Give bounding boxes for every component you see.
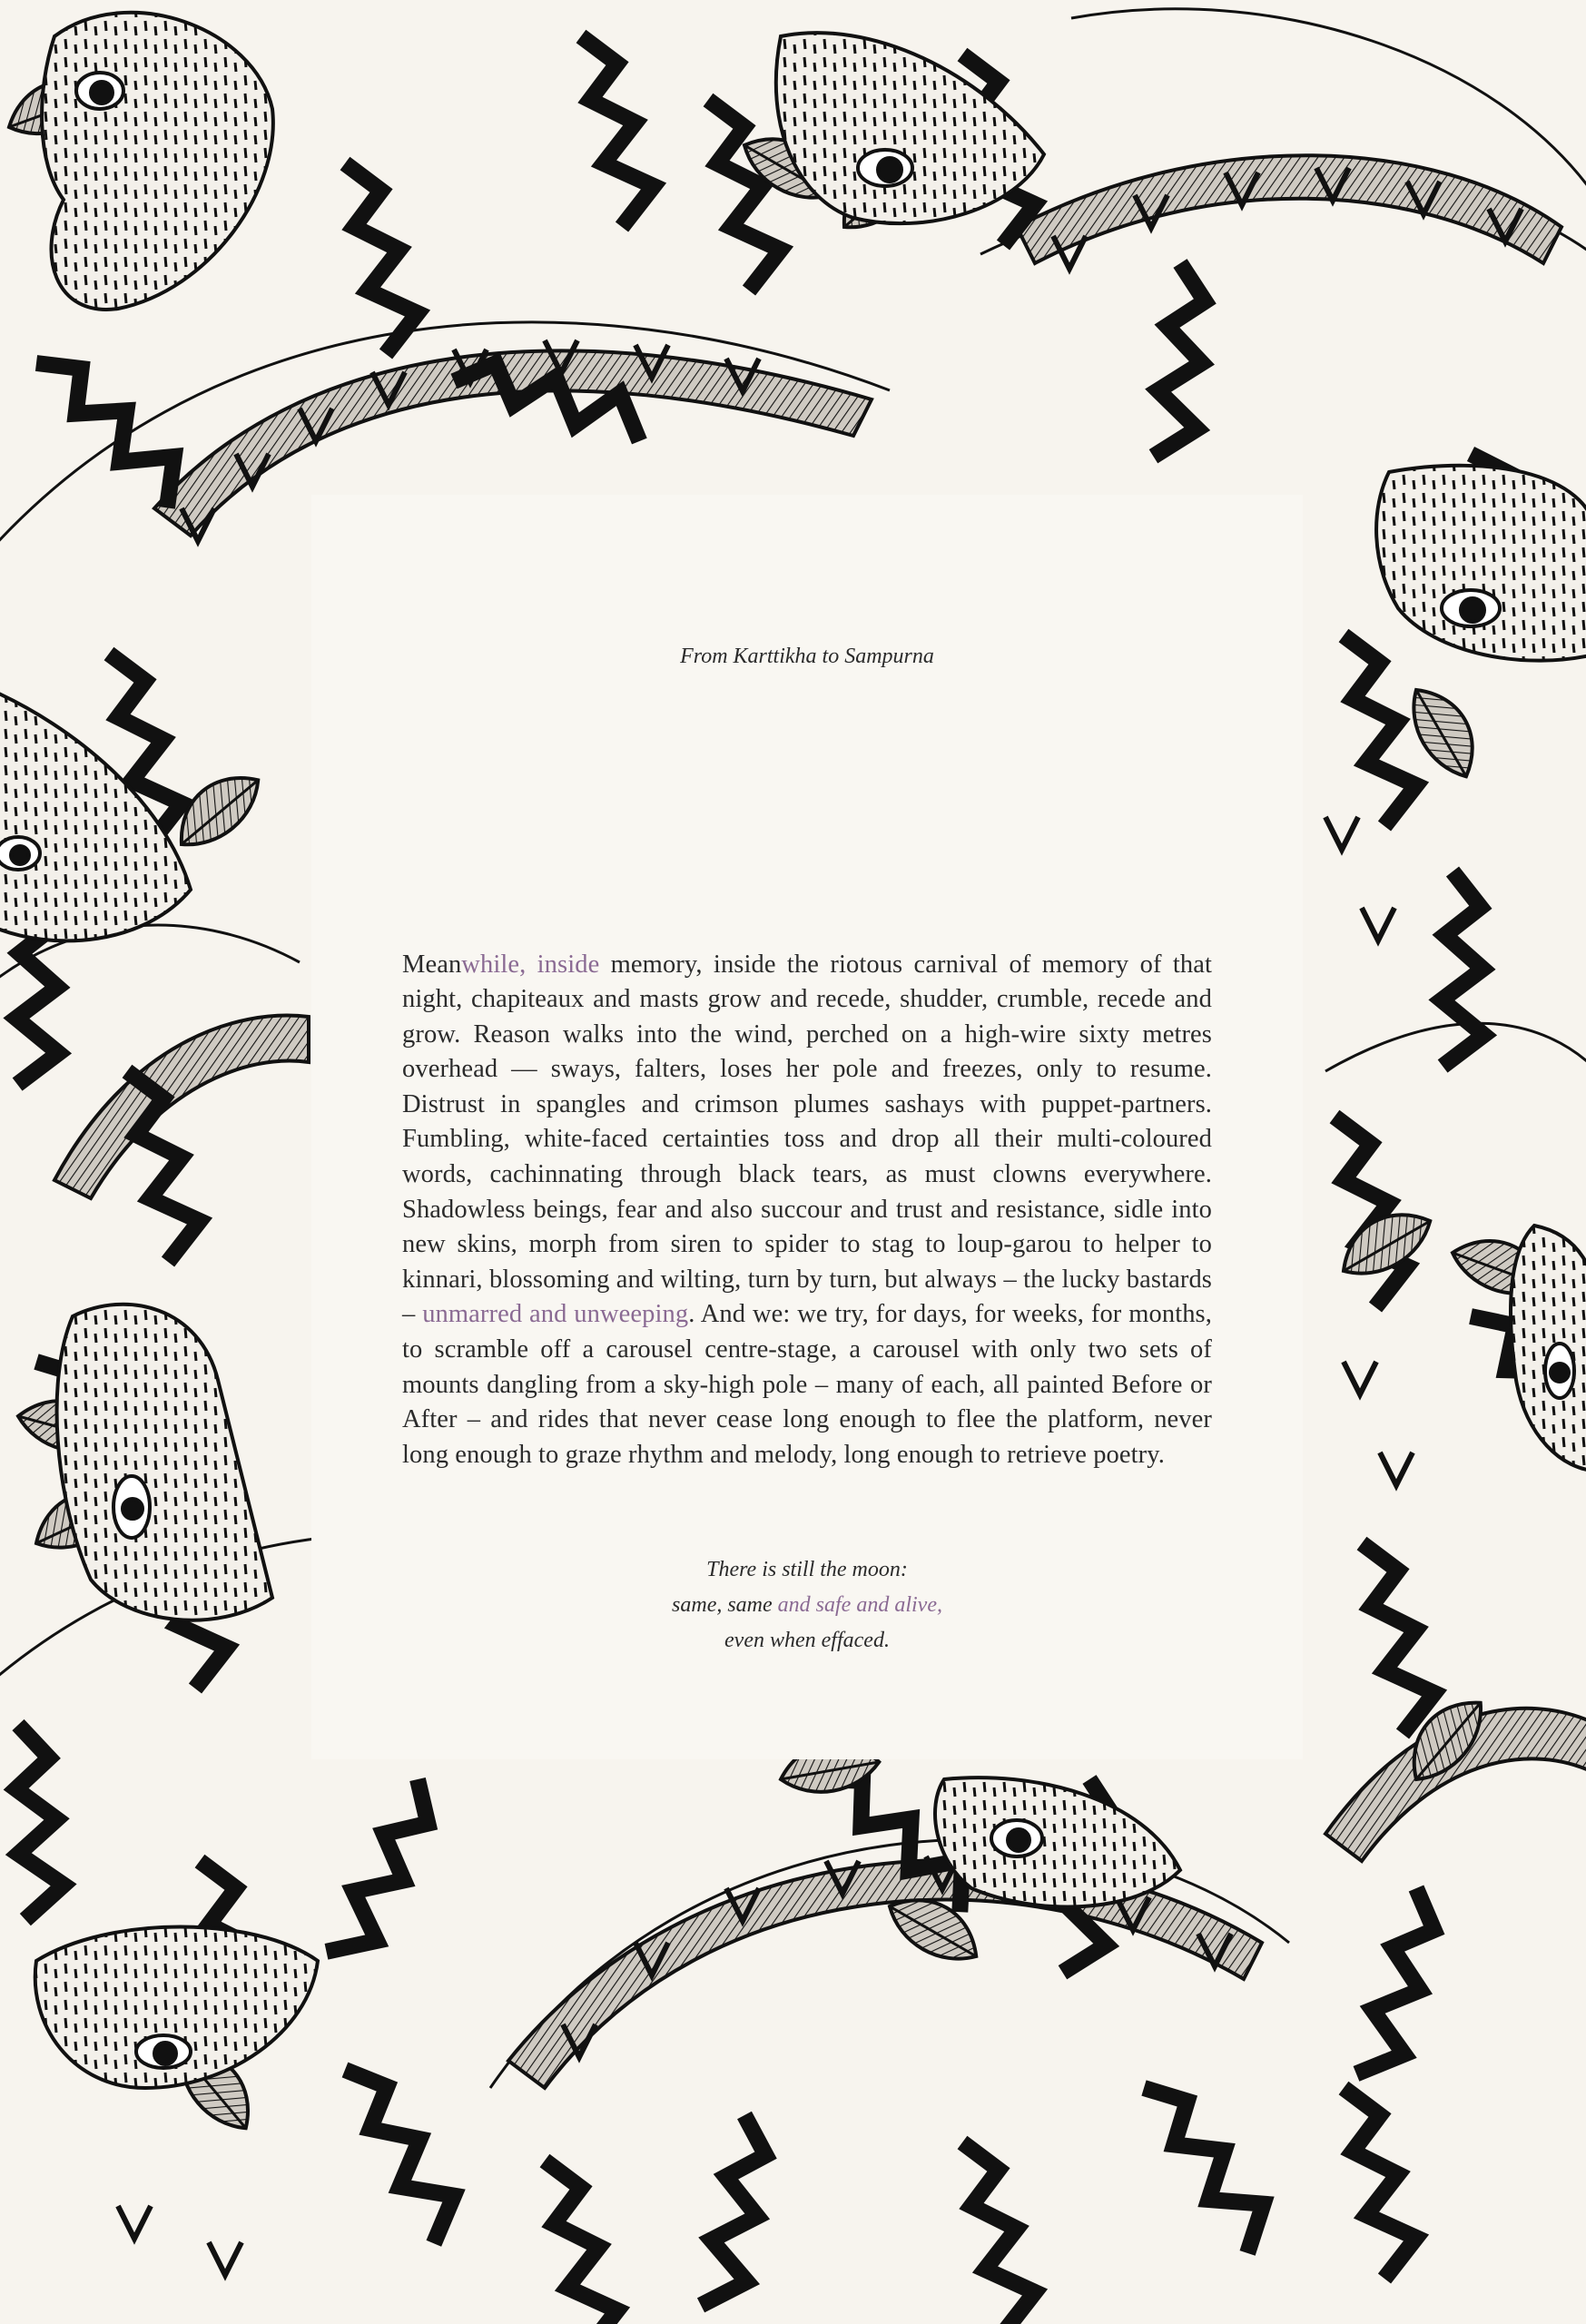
passage-text: memory, inside the riotous carnival of memory of that night, chapiteaux and masts grow and recede, shudder, crumble, recede and grow. Reason walks into the wind, perched on a high-wire sixty metres overhead — sways, falters, loses her pole and freezes, only to resume. Distrust in spangles and crimson plumes sashays with puppet-partners. Fumbling, white-faced certainties toss and drop all their multi-coloured words, cachinnating through black tears, as must clowns everywhere. Shadowless beings, fear and also succour and trust and resistance, sidle into new skins, morph from siren to spider to stag to loup-garou to helper to kinnari, blossoming and wilting, turn by turn, but always – the lucky bastards – bbox=[402, 950, 1212, 1329]
passage-highlight: while, inside bbox=[461, 950, 600, 979]
passage-text: . And we: we try, for days, for weeks, for months, to scramble off a carousel centre-stage, a carousel with only two sets of mounts dangling from a sky-high pole – many of each, all painted Before or After – and rides that never cease long enough to flee the platform, never long enough to graze rhythm and melody, long enough to retrieve poetry. bbox=[402, 1300, 1212, 1469]
text-panel bbox=[311, 495, 1303, 1759]
prose-passage bbox=[402, 948, 1212, 1473]
passage-text: Mean bbox=[402, 950, 462, 979]
verse-highlight: and safe and alive, bbox=[777, 1593, 942, 1617]
closing-verse bbox=[311, 1552, 1303, 1659]
verse-line-2 bbox=[311, 1588, 1303, 1623]
running-head: From Karttikha to Sampurna bbox=[680, 645, 934, 668]
verse-line-3: even when effaced. bbox=[724, 1629, 890, 1652]
passage-highlight: unmarred and unweeping bbox=[422, 1300, 689, 1329]
verse-line-1: There is still the moon: bbox=[706, 1558, 908, 1581]
verse-text: same, same bbox=[672, 1593, 778, 1617]
